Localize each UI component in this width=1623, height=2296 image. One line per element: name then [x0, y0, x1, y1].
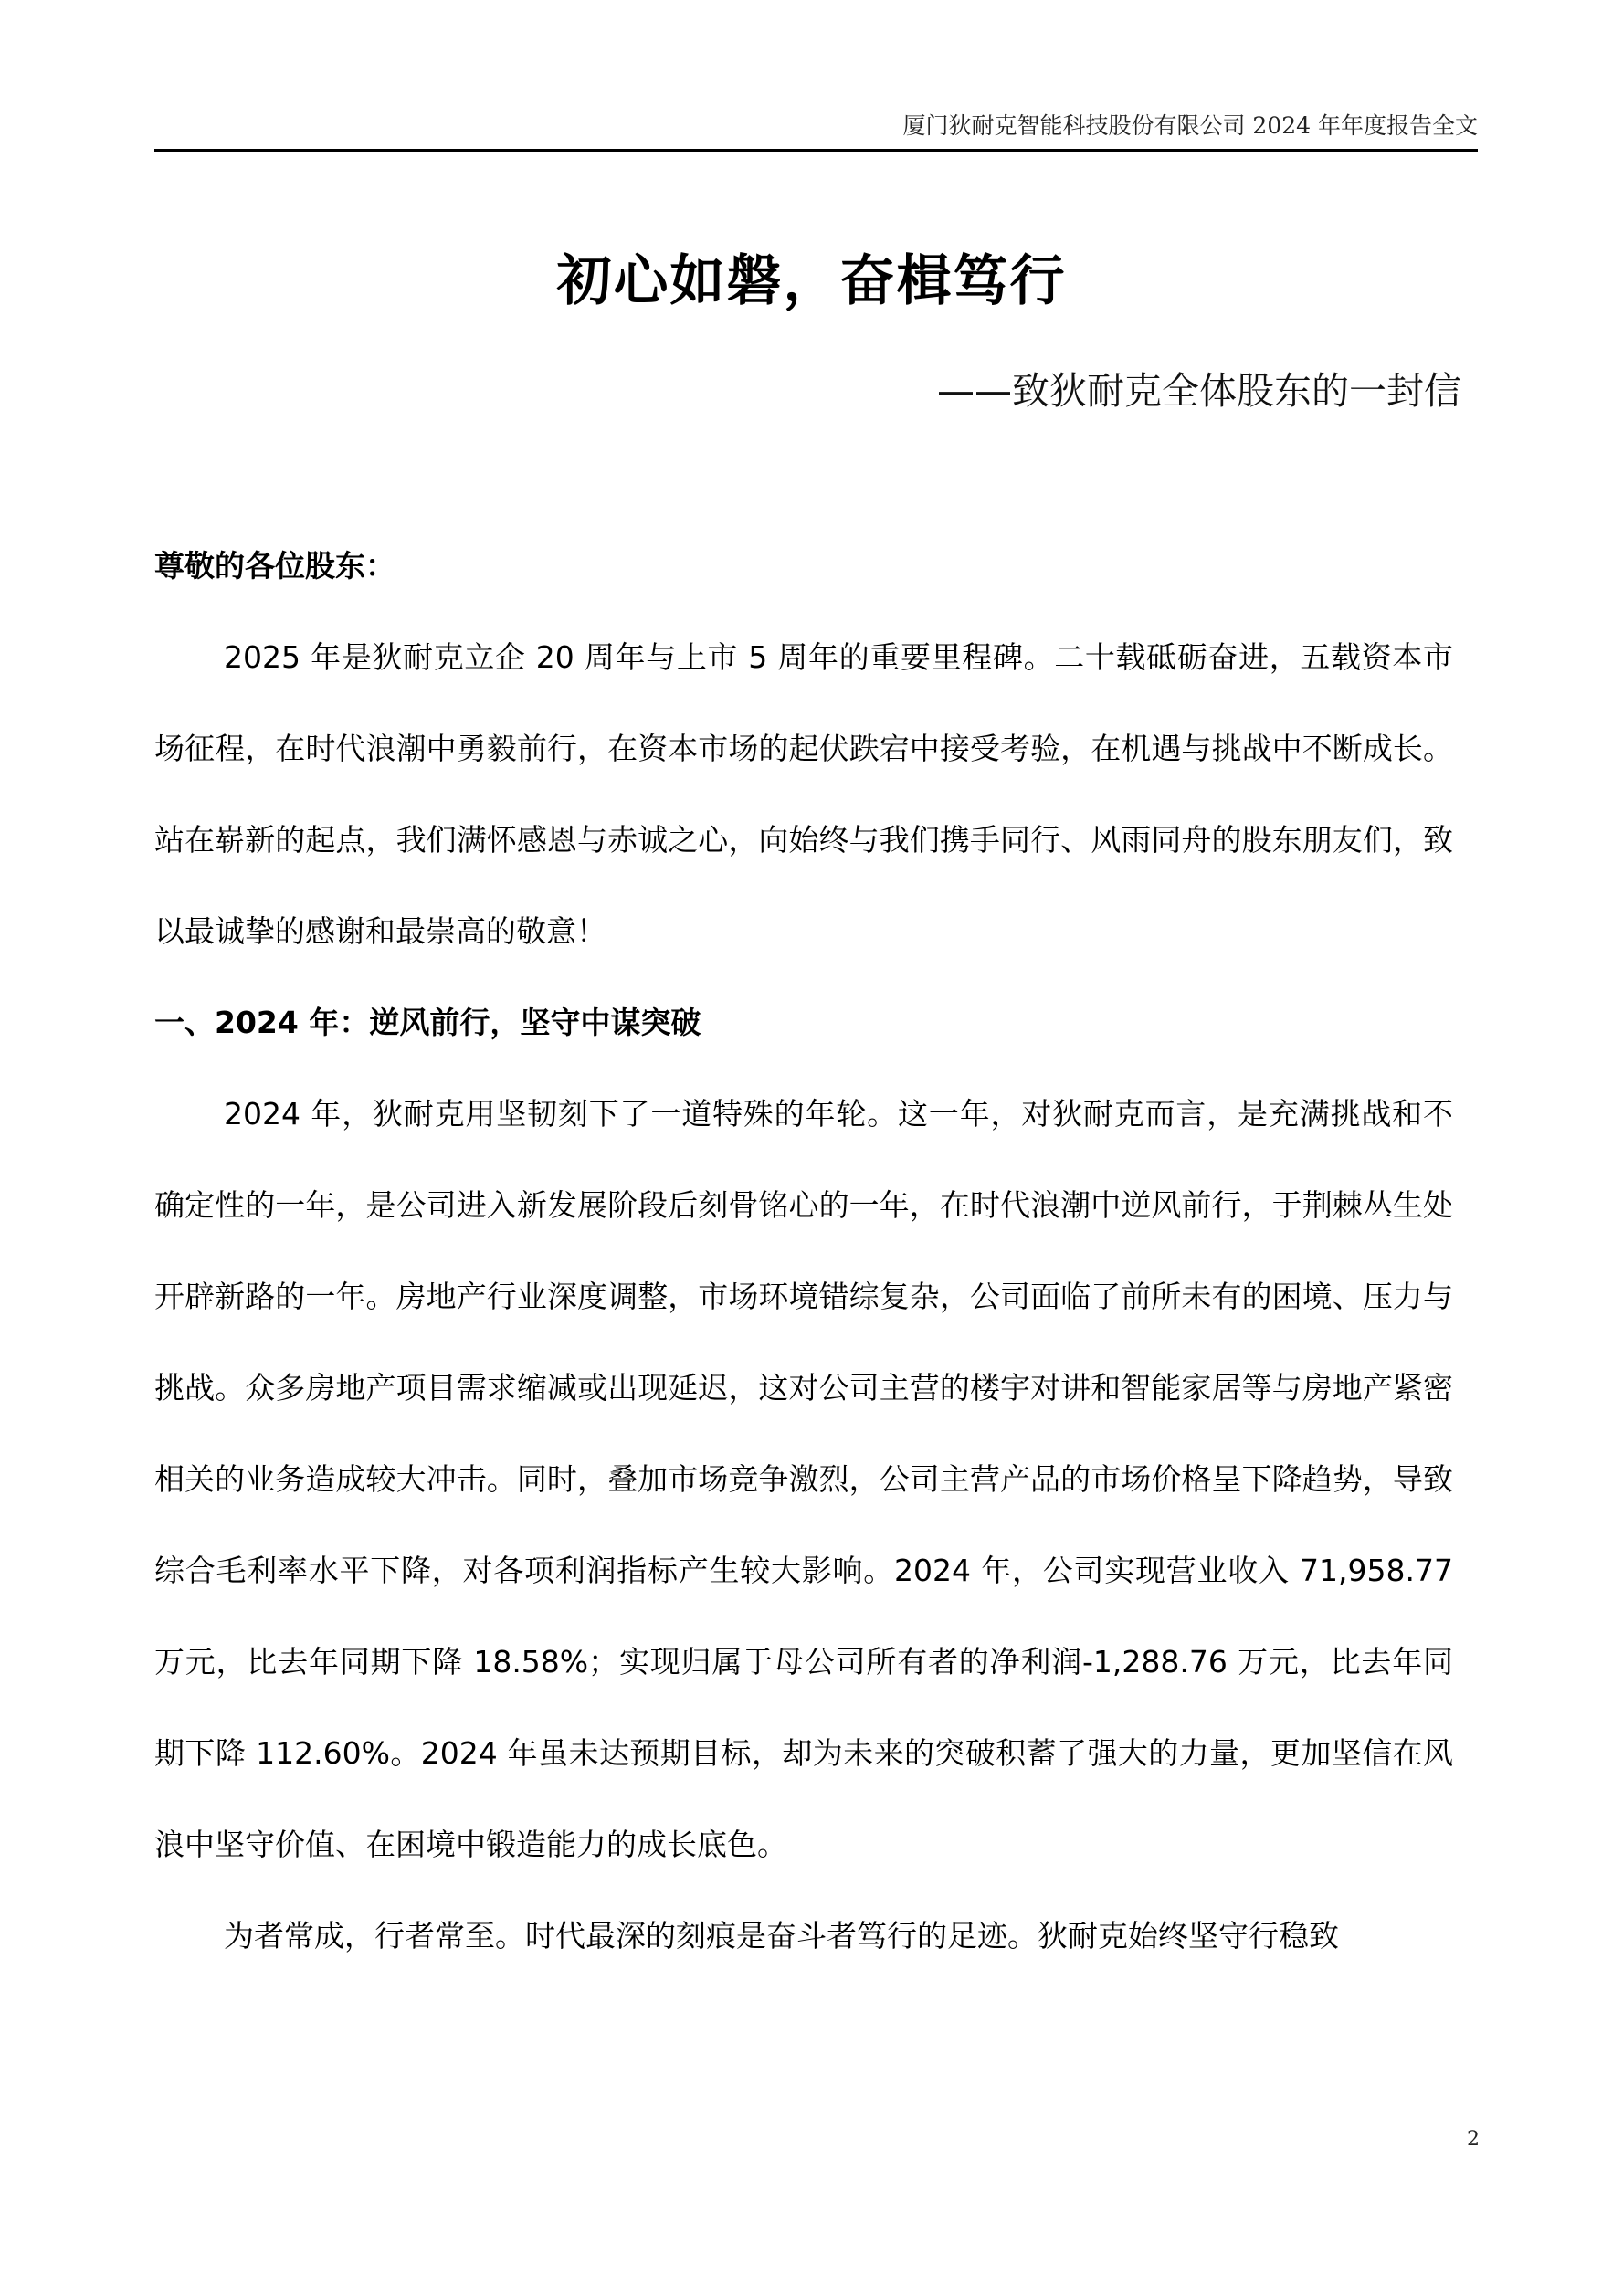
running-header: 厦门狄耐克智能科技股份有限公司 2024 年年度报告全文	[902, 112, 1478, 139]
letter-title: 初心如磐，奋楫笃行	[556, 249, 1067, 313]
page-number: 2	[1467, 2128, 1480, 2151]
section-paragraph: 为者常成，行者常至。时代最深的刻痕是奋斗者笃行的足迹。狄耐克始终坚守行稳致	[224, 1918, 1339, 1954]
letter-body	[154, 521, 1453, 1982]
salutation: 尊敬的各位股东：	[154, 548, 395, 584]
letter-subtitle: ——致狄耐克全体股东的一封信	[937, 369, 1461, 413]
section-paragraph: 2024 年，狄耐克用坚韧刻下了一道特殊的年轮。这一年，对狄耐克而言，是充满挑战和不确定性的一年，是公司进入新发展阶段后刻骨铭心的一年，在时代浪潮中逆风前行，于荆棘丛生处开辟新路的一年。房地产行业深度调整，市场环境错综复杂，公司面临了前所未有的困境、压力与挑战。众多房地产项目需求缩减或出现延迟，这对公司主营的楼宇对讲和智能家居等与房地产紧密相关的业务造成较大冲击。同时，叠加市场竞争激烈，公司主营产品的市场价格呈下降趋势，导致综合毛利率水平下降，对各项利润指标产生较大影响。2024 年，公司实现营业收入 71,958.77 万元，比去年同期下降 18.58%；实现归属于母公司所有者的净利润-1,288.76 万元，比去年同期下降 112.60%。2024 年虽未达预期目标，却为未来的突破积蓄了强大的力量，更加坚信在风浪中坚守价值、在困境中锻造能力的成长底色。	[154, 1096, 1453, 1862]
header-divider	[154, 149, 1478, 152]
intro-paragraph: 2025 年是狄耐克立企 20 周年与上市 5 周年的重要里程碑。二十载砥砺奋进，五载资本市场征程，在时代浪潮中勇毅前行，在资本市场的起伏跌宕中接受考验，在机遇与挑战中不断成长。站在崭新的起点，我们满怀感恩与赤诚之心，向始终与我们携手同行、风雨同舟的股东朋友们，致以最诚挚的感谢和最崇高的敬意！	[154, 639, 1453, 949]
section-heading: 一、2024 年：逆风前行，坚守中谋突破	[154, 1005, 701, 1040]
